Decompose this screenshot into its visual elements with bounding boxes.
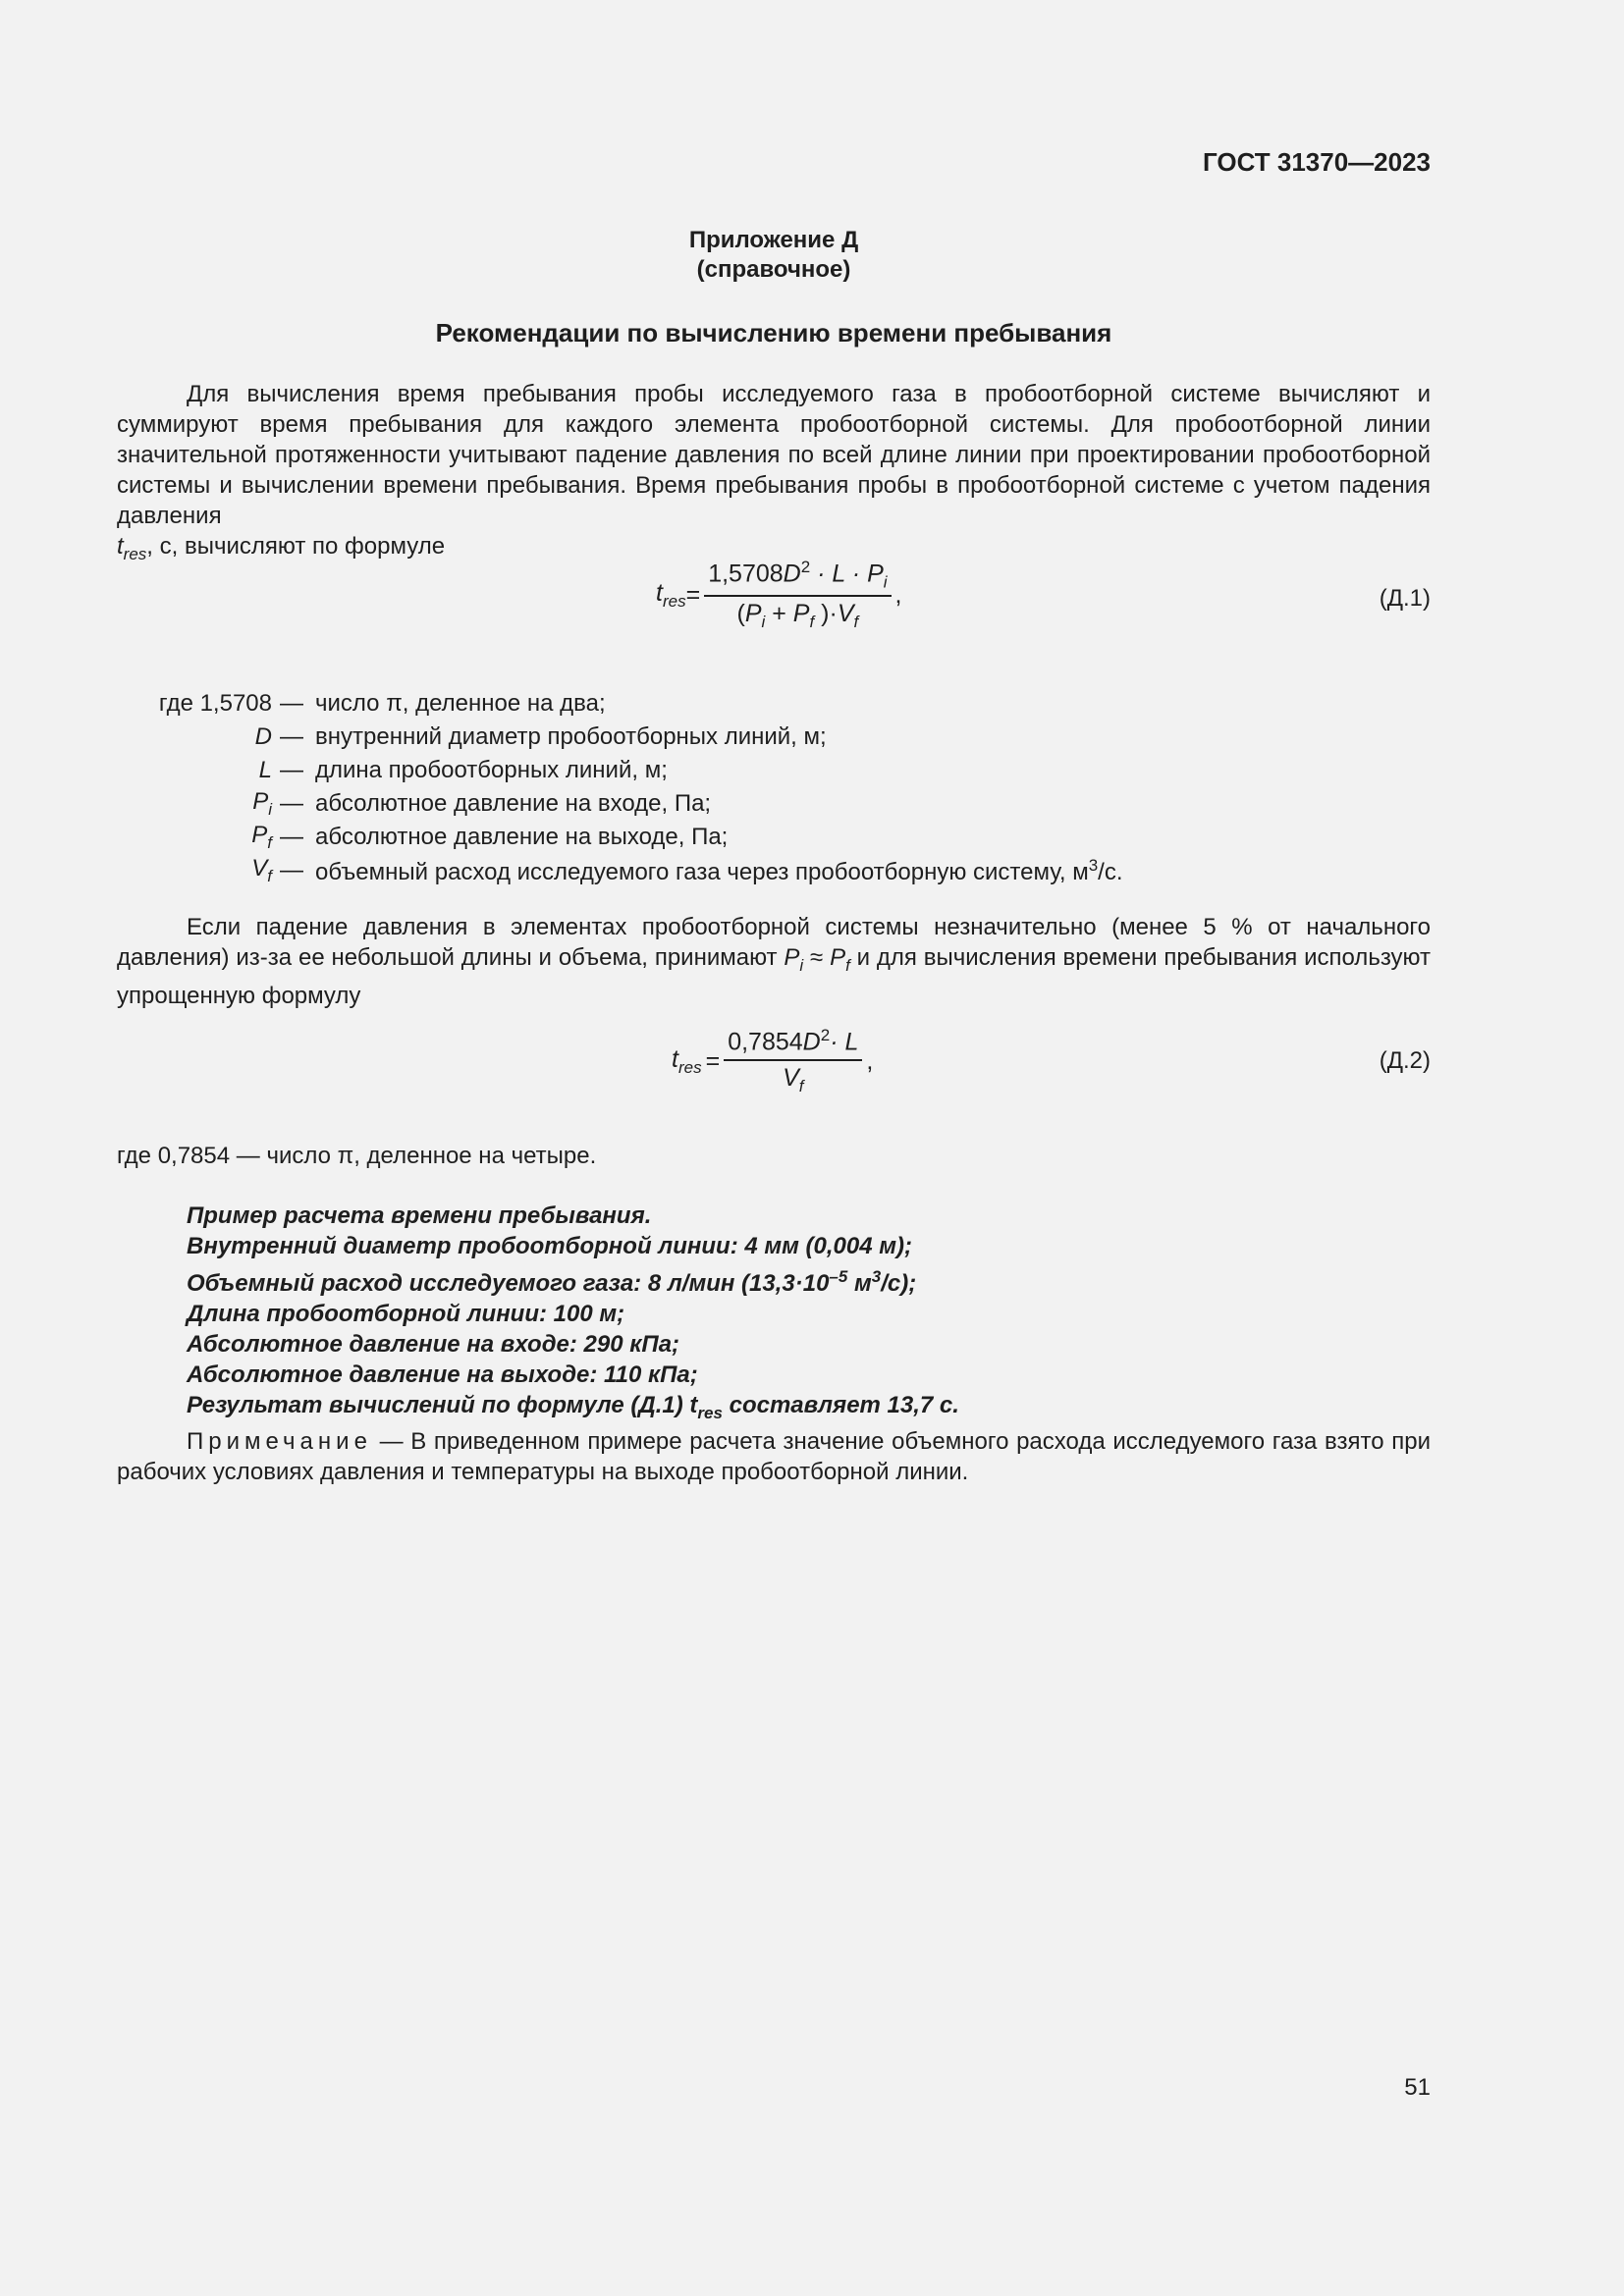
f1-denominator: ($P_i + P_f$ )$\cdot V_f$ (736, 600, 859, 632)
note-paragraph (117, 1426, 1431, 1487)
formula-d1-legend (117, 687, 1431, 887)
appendix-label: Приложение Д (688, 227, 859, 253)
legend-description: абсолютное давление на входе, Па; (315, 790, 712, 817)
t-res-symbol: t (117, 533, 124, 560)
note-label: Примечание (187, 1428, 372, 1455)
f1-comma: , (894, 580, 902, 609)
example-line: Абсолютное давление на выходе: 110 кПа; (187, 1362, 698, 1388)
f1-fraction (704, 558, 891, 632)
legend-row (117, 754, 1431, 787)
f2-fraction (724, 1026, 862, 1096)
intro-tail: , с, вычисляют по формуле (146, 533, 446, 560)
legend-row (117, 787, 1431, 821)
document-id: ГОСТ 31370—2023 (1203, 147, 1431, 177)
legend-symbol: $V_f$ (251, 855, 272, 885)
formula-d1-number: (Д.1) (1379, 585, 1431, 612)
example-result: Результат вычислений по формуле (Д.1) $t_{res}$ составляет 13,7 с. (187, 1392, 959, 1422)
legend-description: число π, деленное на два; (315, 690, 606, 717)
formula-d2-legend: где 0,7854 — число π, деленное на четыре. (117, 1143, 597, 1169)
legend-description: длина пробоотборных линий, м; (315, 757, 668, 783)
legend-row (117, 854, 1431, 887)
f2-denominator: $V_f$ (783, 1064, 804, 1096)
example-line: Длина пробоотборной линии: 100 м; (187, 1301, 625, 1327)
f1-eq: = (685, 580, 701, 609)
page-number: 51 (1404, 2074, 1431, 2101)
example-line: Внутренний диаметр пробоотборной линии: 4 мм (0,004 м); (187, 1233, 912, 1259)
page-title: Рекомендации по вычислению времени пребывания (435, 318, 1112, 347)
formula-d2-number: (Д.2) (1379, 1047, 1431, 1074)
f1-lhs-sub: res (662, 591, 686, 611)
intro-text: Для вычисления время пребывания пробы исследуемого газа в пробоотборной системе вычисляют и суммируют время пребывания для каждого элемента пробоотборной системы. Для пробоотборной линии значительной протяженности учитывают падение давления по всей длине линии при проектировании пробоотборной системы и вычислении времени пребывания. Время пребывания пробы в пробоотборной системе с учетом падения давления (117, 381, 1431, 529)
legend-symbol: D (254, 723, 272, 750)
legend-symbol: $P_f$ (251, 822, 272, 852)
example-line: Абсолютное давление на входе: 290 кПа; (187, 1331, 680, 1358)
formula-d2: $t_{res}$ = $\frac{0,7854D^2\cdot L}{V_f}$ , (Д.2) (672, 1026, 1431, 1096)
formula-d1 (117, 558, 1431, 636)
legend-dash: — (280, 690, 303, 717)
calculation-example (187, 1201, 959, 1428)
legend-row (117, 721, 1431, 754)
legend-symbol: $P_i$ (252, 788, 272, 819)
legend-dash: — (280, 757, 303, 783)
intro-paragraph (117, 379, 1431, 569)
f1-numerator: $1,5708D^2 \cdot L \cdot P_i$ (704, 558, 891, 597)
example-heading: Пример расчета времени пребывания. (187, 1202, 652, 1229)
legend-dash: — (280, 824, 303, 850)
legend-symbol: L (258, 757, 272, 783)
legend-row (117, 821, 1431, 854)
legend-symbol: где 1,5708 (158, 690, 272, 717)
f1-lhs: t (656, 578, 663, 607)
legend-description: объемный расход исследуемого газа через пробоотборную систему, $м^3/с$. (315, 855, 1123, 885)
legend-dash: — (280, 790, 303, 817)
simplification-paragraph: Если падение давления в элементах пробоотборной системы незначительно (менее 5 % от начального давления) из-за ее небольшой длины и объема, принимают $P_i \approx P_f$ и для вычисления времени пребывания используют упрощенную формулу (117, 914, 1432, 1009)
legend-dash: — (280, 723, 303, 750)
legend-dash: — (280, 857, 303, 883)
appendix-type: (справочное) (696, 256, 851, 283)
legend-description: абсолютное давление на выходе, Па; (315, 824, 729, 850)
note-text: — В приведенном примере расчета значение объемного расхода исследуемого газа взято при рабочих условиях давления и температуры на выходе пробоотборной линии. (117, 1428, 1431, 1485)
legend-description: внутренний диаметр пробоотборных линий, м; (315, 723, 827, 750)
legend-row (117, 687, 1431, 721)
example-line: Объемный расход исследуемого газа: 8 л/мин ($13,3\cdot 10^{-5}$ $м^3/с$); (187, 1267, 917, 1297)
t-res-subscript: res (123, 544, 147, 563)
f2-numerator: $0,7854D^2\cdot L$ (724, 1026, 862, 1061)
